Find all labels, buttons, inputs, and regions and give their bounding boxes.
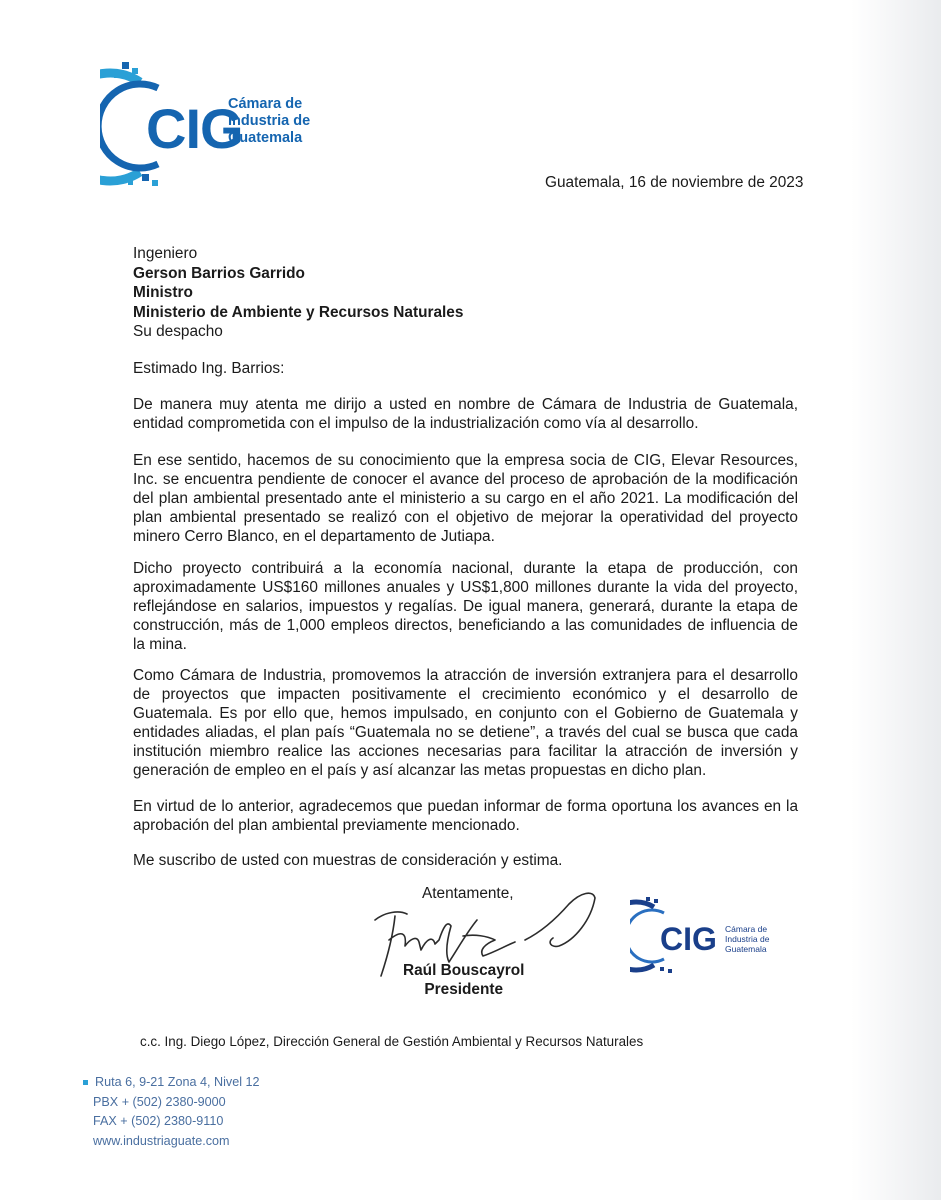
footer-address: Ruta 6, 9-21 Zona 4, Nivel 12 [95, 1075, 260, 1089]
signer-title: Presidente [424, 981, 504, 998]
body-paragraph: En ese sentido, hacemos de su conocimiento que la empresa socia de CIG, Elevar Resources, Inc. se encuentra pendiente de conocer el avance del proceso de aprobación de la modificación del plan ambiental presentado ante el ministerio a su cargo en el año 2021. La modificación del plan ambiental presentado se realizó con el objetivo de mejorar la operatividad del proyecto minero Cerro Blanco, en el departamento de Jutiapa. [133, 452, 798, 545]
footer-web[interactable]: www.industriaguate.com [93, 1133, 230, 1148]
body-paragraph: De manera muy atenta me dirijo a usted en nombre de Cámara de Industria de Guatemala, entidad comprometida con el impulso de la industrialización como vía al desarrollo. [133, 396, 798, 432]
body-paragraph: Como Cámara de Industria, promovemos la atracción de inversión extranjera para el desarrollo de proyectos que impacten positivamente el crecimiento económico y el desarrollo de Guatemala. Es por ello que, hemos impulsado, en conjunto con el Gobierno de Guatemala y entidades aliadas, el plan país “Guatemala no se detiene”, a través del cual se busca que cada institución miembro realice las acciones necesarias para facilitar la atracción de inversión y generación de empleo en el país y así alcanzar las metas propuestas en dicho plan. [133, 667, 798, 779]
cig-stamp [630, 895, 800, 975]
signer-name: Raúl Bouscayrol [403, 962, 525, 979]
body-paragraph: Dicho proyecto contribuirá a la economía nacional, durante la etapa de producción, con aproximadamente US$160 millones anuales y US$1,800 millones durante la vida del proyecto, reflejándose en salarios, impuestos y regalías. De igual manera, generará, durante la etapa de construcción, más de 1,000 empleos directos, beneficiando a las comunidades de influencia de la mina. [133, 560, 798, 653]
footer-fax: FAX + (502) 2380-9110 [93, 1114, 224, 1128]
stamp-name-line: Cámara de [725, 924, 768, 934]
recipient-title: Ingeniero [133, 245, 198, 262]
cc-line: c.c. Ing. Diego López, Dirección General de Gestión Ambiental y Recursos Naturales [140, 1034, 644, 1049]
valediction: Atentamente, [422, 885, 514, 902]
recipient-ministry: Ministerio de Ambiente y Recursos Naturales [133, 303, 464, 321]
letter-date: Guatemala, 16 de noviembre de 2023 [545, 174, 804, 191]
footer-contact [83, 1073, 260, 1151]
logo-name-line: Guatemala [228, 130, 303, 146]
footer-pbx: PBX + (502) 2380-9000 [93, 1094, 226, 1109]
recipient-position: Ministro [133, 284, 193, 301]
closing-line: Me suscribo de usted con muestras de consideración y estima. [133, 852, 563, 869]
stamp-acronym: CIG [660, 921, 717, 957]
stamp-name [725, 924, 769, 954]
body-paragraph: En virtud de lo anterior, agradecemos que puedan informar de forma oportuna los avances en la aprobación del plan ambiental previamente mencionado. [133, 798, 798, 834]
logo-name [228, 96, 310, 147]
greeting: Estimado Ing. Barrios: [133, 360, 285, 377]
logo-name-line: Cámara de [228, 96, 303, 112]
logo-name-line: Industria de [228, 113, 311, 129]
recipient-office: Su despacho [133, 323, 223, 340]
recipient-block [133, 244, 463, 342]
signer-block [403, 961, 524, 999]
stamp-name-line: Industria de [725, 934, 770, 944]
recipient-name: Gerson Barrios Garrido [133, 264, 305, 282]
footer-bullet-icon [83, 1080, 88, 1085]
stamp-name-line: Guatemala [725, 944, 767, 954]
logo-acronym: CIG [146, 97, 243, 160]
